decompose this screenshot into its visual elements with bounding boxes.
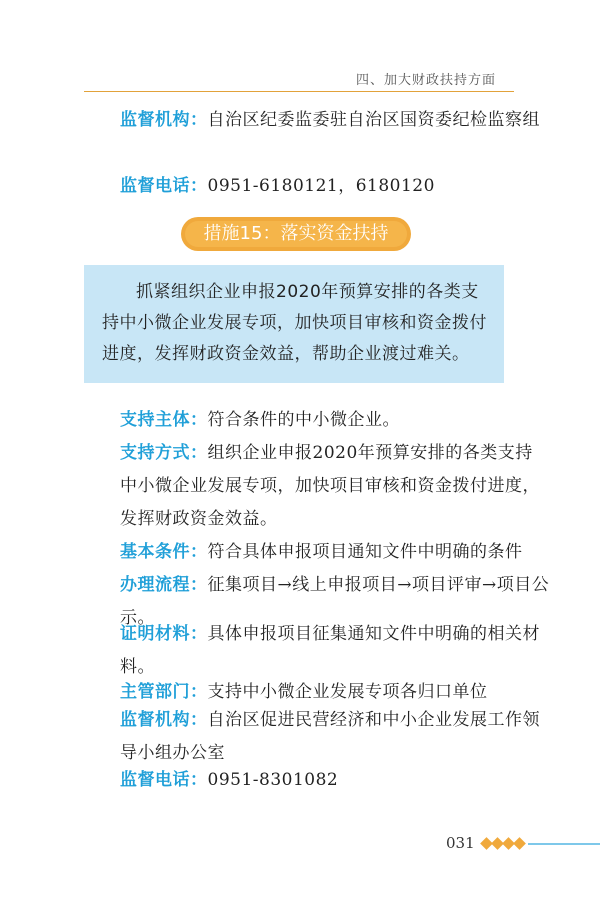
detail-value: 0951-8301082 xyxy=(207,770,339,790)
measure-title-banner xyxy=(181,217,411,251)
detail-support-subject xyxy=(84,404,550,437)
detail-value: 具体申报项目征集通知文件中明确的相关材料。 xyxy=(120,624,540,677)
detail-label: 监督电话： xyxy=(120,770,208,790)
detail-label: 支持方式： xyxy=(120,443,208,463)
detail-support-method xyxy=(84,437,550,536)
detail-label: 监督机构： xyxy=(120,710,208,730)
detail-supervise-phone xyxy=(84,764,550,797)
detail-value: 符合具体申报项目通知文件中明确的条件 xyxy=(207,542,523,562)
detail-label: 办理流程： xyxy=(120,575,208,595)
detail-materials xyxy=(84,618,550,684)
section-title: 四、加大财政扶持方面 xyxy=(355,73,496,88)
detail-value: 征集项目→线上申报项目→项目评审→项目公示。 xyxy=(120,575,550,628)
measure-summary-box xyxy=(84,265,504,383)
prev-supervise-phone-label: 监督电话： xyxy=(120,176,208,196)
prev-supervise-org-value: 自治区纪委监委驻自治区国资委纪检监察组 xyxy=(207,110,540,130)
detail-value: 组织企业申报2020年预算安排的各类支持中小微企业发展专项，加快项目审核和资金拨付进度，发挥财政资金效益。 xyxy=(120,443,540,529)
detail-value: 自治区促进民营经济和中小企业发展工作领导小组办公室 xyxy=(120,710,540,763)
footer-rule xyxy=(528,843,600,845)
detail-value: 支持中小微企业发展专项各归口单位 xyxy=(207,682,488,702)
detail-label: 证明材料： xyxy=(120,624,208,644)
detail-value: 符合条件的中小微企业。 xyxy=(207,410,400,430)
detail-label: 主管部门： xyxy=(120,682,208,702)
detail-label: 基本条件： xyxy=(120,542,208,562)
detail-supervise-org xyxy=(84,704,550,770)
running-header xyxy=(84,66,514,92)
prev-supervise-phone xyxy=(84,170,550,203)
diamond-ornament-icon xyxy=(513,837,526,850)
prev-supervise-org xyxy=(84,104,550,137)
prev-supervise-org-label: 监督机构： xyxy=(120,110,208,130)
measure-summary: 抓紧组织企业申报2020年预算安排的各类支持中小微企业发展专项，加快项目审核和资金拨付进度，发挥财政资金效益，帮助企业渡过难关。 xyxy=(102,282,487,364)
page-number: 031 xyxy=(446,834,475,852)
measure-title: 措施15：落实资金扶持 xyxy=(185,221,407,247)
detail-label: 支持主体： xyxy=(120,410,208,430)
detail-basic-conditions xyxy=(84,536,550,569)
prev-supervise-phone-value: 0951-6180121，6180120 xyxy=(207,176,435,196)
header-rule xyxy=(84,91,514,92)
